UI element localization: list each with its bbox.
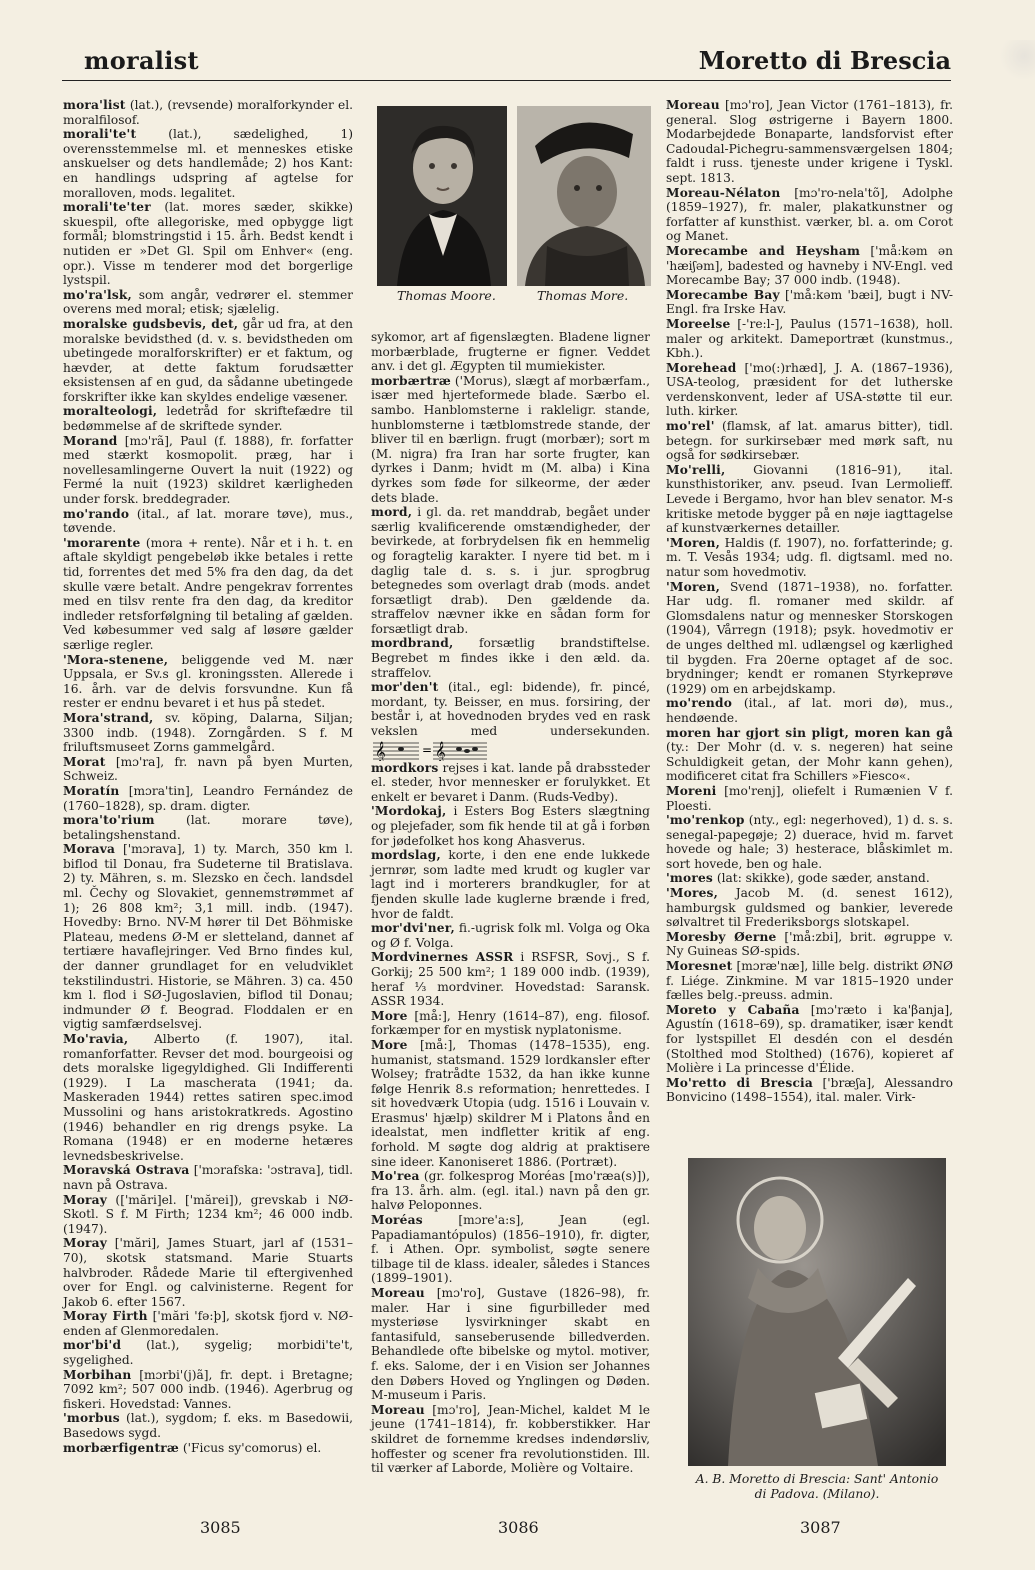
entry-headword: morbærtræ bbox=[371, 373, 452, 388]
entry-headword: 'mores bbox=[666, 871, 713, 886]
dictionary-entry bbox=[666, 813, 953, 871]
entry-definition: (lat. morare tøve), betalingshenstand. bbox=[63, 813, 353, 842]
entry-definition: i gl. da. ret manddrab, begået under særlig kvalificerende omstændigheder, der bevirkede, at forbrydelsen fik en hemmelig og foragtelig karakter. I nyere tid bet. m i daglig tale d. s. s. i jur. sprogbrug betegnedes som overlagt drab (mods. andet forsætligt drab). Den gældende da. straffelov nævner ikke en sådan form for forsætligt drab. bbox=[371, 505, 650, 636]
entry-headword: 'Moren, bbox=[666, 579, 721, 594]
dictionary-entry bbox=[63, 317, 353, 405]
entry-definition: Alberto (f. 1907), ital. romanforfatter. Revser det mod. bourgeoisi og dets moralske ligegyldighed. Gli Indifferenti (1929). I La mascherata (1941; da. Maskeraden 1944) rettes satiren spec.imod Mussolini og hans aristokratkreds. Agostino (1946) behandler en rig drengs psyke. La Romana (1948) er en moderne hetæres levnedsbeskrivelse. bbox=[63, 1032, 353, 1163]
dictionary-entry bbox=[666, 361, 953, 419]
entry-definition: sv. köping, Dalarna, Siljan; 3300 indb. (1948). Zorngården. S f. M friluftsmuseet Zorns gammelgård. bbox=[63, 710, 353, 755]
entry-headword: mora'to'rium bbox=[63, 813, 155, 828]
entry-headword: mord, bbox=[371, 505, 413, 520]
entry-definition: [mɔ'ro], Gustave (1826–98), fr. maler. Har i sine figurbilleder med mysteriøse lysvirkninger skabt en fantasifuld, sanseberusende billedverden. Behandlede ofte bibelske og mytol. motiver, f. eks. Salome, der i en Vision ser Johannes den Døbers Hoved og Ynglingen og Døden. M-museum i Paris. bbox=[371, 1286, 650, 1403]
dictionary-entry bbox=[666, 98, 953, 186]
entry-definition: (lat.), sædelighed, 1) overensstemmelse ml. et menneskes etiske anskuelser og dets handlemåde; 2) hos Kant: en handlings udspring af agtelse for moralloven, mods. legalitet. bbox=[63, 127, 353, 200]
column-1 bbox=[63, 98, 353, 1455]
entry-headword: More bbox=[371, 1037, 408, 1052]
entry-headword: Moreau bbox=[371, 1402, 425, 1417]
entry-definition: ['bræʃa], Alessandro Bonvicino (1498–1554), ital. maler. Virk- bbox=[666, 1075, 953, 1105]
entry-headword: mor'bi'd bbox=[63, 1338, 122, 1353]
portraits-block bbox=[377, 106, 651, 306]
entry-definition: [-'re:l-], Paulus (1571–1638), holl. maler og arkitekt. Dameportræt (kunstmus., Kbh.). bbox=[666, 316, 953, 361]
dictionary-entry bbox=[63, 653, 353, 711]
entry-headword: mora'list bbox=[63, 98, 126, 112]
entry-definition: (ital., af lat. mori dø), mus., hendøende. bbox=[666, 696, 953, 725]
entry-headword: Moréas bbox=[371, 1213, 423, 1228]
dictionary-entry bbox=[63, 507, 353, 536]
entry-definition: [mɔræ'næ], lille belg. distrikt ØNØ f. Liége. Zinkmine. M var 1815–1920 under fælles belg.-preuss. admin. bbox=[666, 959, 953, 1003]
dictionary-entry bbox=[666, 784, 953, 813]
entry-headword: Moresnet bbox=[666, 959, 733, 974]
entry-definition: (lat.), sygdom; f. eks. m Basedowii, Basedows sygd. bbox=[63, 1411, 353, 1441]
entry-definition: beliggende ved M. nær Uppsala, er Sv.s gl. kroningssten. Allerede i 16. årh. var de delvis forsvundne. Kun få rester er endnu bevaret i et hus på stedet. bbox=[63, 652, 353, 711]
entry-definition: [mɔ'ro], Jean-Michel, kaldet M le jeune (1741–1814), fr. kobberstikker. Har skildret de fornemme kredses indendørsliv, hoffester og scener fra revolutionstiden. Ill. til værker af Laborde, Molière og Voltaire. bbox=[371, 1402, 650, 1476]
dictionary-entry bbox=[63, 127, 353, 200]
entry-definition: som angår, vedrører el. stemmer overens med moral; etisk; sjælelig. bbox=[63, 287, 353, 317]
dictionary-entry bbox=[63, 434, 353, 507]
entry-definition: (nty., egl: negerhoved), 1) d. s. s. senegal-papegøje; 2) duerace, hvid m. farvet hovede og hale; 3) hesterace, blåskimlet m. sort hovede, ben og hale. bbox=[666, 813, 953, 871]
entry-headword: 'Mordokaj, bbox=[371, 804, 447, 819]
entry-headword: mor'den't bbox=[371, 680, 439, 695]
entry-headword: mordslag, bbox=[371, 848, 441, 863]
entry-headword: Moreau bbox=[666, 98, 720, 112]
dictionary-entry bbox=[371, 1169, 650, 1213]
entry-definition: ['mări 'fə:þ], skotsk fjord v. NØ-enden af Glenmoredalen. bbox=[63, 1309, 353, 1338]
dictionary-entry bbox=[666, 419, 953, 463]
svg-text:𝄞: 𝄞 bbox=[375, 741, 386, 761]
dictionary-entry bbox=[666, 886, 953, 930]
entry-headword: Mo'rea bbox=[371, 1169, 420, 1184]
moretto-painting-caption: A. B. Moretto di Brescia: Sant' Antonio di Padova. (Milano). bbox=[695, 1472, 939, 1501]
column-2 bbox=[371, 330, 650, 1476]
entry-definition: (gr. folkesprog Moréas [mo'ræa(s)]), fra 13. årh. alm. (egl. ital.) navn på den gr. halvø Peloponnes. bbox=[371, 1169, 650, 1213]
entry-definition: [mɔrbi'(j)ã], fr. dept. i Bretagne; 7092 km²; 507 000 indb. (1946). Agerbrug og fiskeri. Hovedstad: Vannes. bbox=[63, 1367, 353, 1411]
dictionary-entry bbox=[666, 244, 953, 288]
dictionary-entry bbox=[666, 580, 953, 697]
dictionary-entry bbox=[666, 696, 953, 725]
entry-headword: Morbihan bbox=[63, 1367, 132, 1382]
thomas-moore-caption: Thomas Moore. bbox=[397, 288, 496, 303]
entry-definition: rejses i kat. lande på drabssteder el. steder, hvor mennesker er forulykket. Et enkelt er bevaret i Danm. (Ruds-Vedby). bbox=[371, 760, 650, 804]
dictionary-entry bbox=[666, 1076, 953, 1105]
entry-definition: (lat. mores sæder, skikke) skuespil, ofte allegoriske, med opbygge ligt formål; blomstringstid i 15. årh. Bedst kendt i nutiden er »Det Gl. Spil om Enhver« (eng. opr.). Visse m tenderer mod det borgerlige lystspil. bbox=[63, 200, 353, 288]
entry-headword: Moreau-Nélaton bbox=[666, 185, 781, 200]
entry-definition: [mo'renj], oliefelt i Rumænien V f. Ploesti. bbox=[666, 783, 953, 813]
dictionary-entry bbox=[63, 1163, 353, 1192]
entry-headword: moren har gjort sin pligt, moren kan gå bbox=[666, 725, 953, 740]
entry-definition: Svend (1871–1938), no. forfatter. Har udg. fl. romaner med skildr. af Glomsdalens natur og mennesker Storskogen (1904), Vårregn (1918); psyk. hovedmotiv er de unges delthed ml. udlængsel og kærlighed til bygden. Fra 20erne optaget af de soc. brydninger; kendt er romanen Styrkeprøve (1929) om en arbejdskamp. bbox=[666, 579, 953, 696]
dictionary-entry bbox=[371, 636, 650, 680]
dictionary-entry bbox=[371, 1038, 650, 1169]
entry-definition: ['må:zbi], brit. øgruppe v. Ny Guineas SØ-spids. bbox=[666, 929, 953, 959]
thomas-more-portrait bbox=[517, 106, 651, 286]
dictionary-entry bbox=[63, 842, 353, 1032]
entry-definition: [mɔ'ro], Jean Victor (1761–1813), fr. general. Slog østrigerne i Bayern 1800. Modarbejdede Bonaparte, landsforvist efter Cadoudal-Pichegru-sammensværgelsen 1804; faldt i russ. tjeneste under krigene i Tyskl. sept. 1813. bbox=[666, 98, 953, 185]
entry-headword: Moreto y Cabaña bbox=[666, 1002, 800, 1017]
dictionary-entry bbox=[371, 804, 650, 848]
entry-definition: [mɔ'ra], fr. navn på byen Murten, Schweiz. bbox=[63, 754, 353, 784]
entry-definition: ('Ficus sy'comorus) el. bbox=[179, 1440, 322, 1455]
mordent-music-notation-icon bbox=[371, 739, 489, 761]
entry-headword: 'Mores, bbox=[666, 886, 719, 901]
dictionary-entry bbox=[666, 871, 953, 886]
dictionary-entry bbox=[63, 1193, 353, 1237]
entry-headword: Morecambe Bay bbox=[666, 287, 780, 302]
dictionary-entry bbox=[371, 1213, 650, 1286]
dictionary-entry bbox=[63, 1309, 353, 1338]
dictionary-entry bbox=[666, 930, 953, 959]
entry-headword: Morehead bbox=[666, 360, 737, 375]
entry-headword: 'Mora-stenene, bbox=[63, 652, 169, 667]
entry-headword: 'mo'renkop bbox=[666, 813, 745, 828]
dictionary-entry bbox=[63, 755, 353, 784]
entry-definition: (ty.: Der Mohr (d. v. s. negeren) hat seine Schuldigkeit getan, der Mohr kann gehen), modificeret citat fra Schillers »Fiesco«. bbox=[666, 740, 953, 784]
dictionary-entry bbox=[666, 186, 953, 244]
entry-headword: Mo'retto di Brescia bbox=[666, 1075, 813, 1090]
dictionary-entry bbox=[666, 463, 953, 536]
entry-definition: (mora + rente). Når et i h. t. en aftale skyldigt pengebeløb ikke betales i rette tid, forrentes det med 5% fra den dag, da det skulle være betalt. Andre pengekrav forrentes med en tilsv rente fra den dag, da kreditor indleder retsforfølgning til betaling af gælden. Ved købesummer ved salg af løsøre gælder særlige regler. bbox=[63, 535, 353, 652]
entry-definition: i Esters Bog Esters slægtning og plejefader, som fik hende til at gå i forbøn for jødefolket hos kong Ahasverus. bbox=[371, 804, 650, 848]
entry-headword: Mo'relli, bbox=[666, 462, 726, 477]
entry-definition: Jacob M. (d. senest 1612), hamburgsk guldsmed og bankier, leverede sølvaltret til Frederiksborgs slotskapel. bbox=[666, 886, 953, 930]
entry-headword: 'morarente bbox=[63, 535, 141, 550]
entry-definition: forsætlig brandstiftelse. Begrebet m findes ikke i den æld. da. straffelov. bbox=[371, 636, 650, 680]
entry-definition: ledetråd for skriftefædre til bedømmelse af de skriftede synder. bbox=[63, 404, 353, 434]
entry-definition: ['mo(:)rhæd], J. A. (1867–1936), USA-teolog, præsident for det lutherske verdenskonvent, leder af USA-støtte til eur. luth. kirker. bbox=[666, 360, 953, 419]
entry-definition: [mɔ'ræto i ka'βanja], Agustín (1618–69), sp. dramatiker, især kendt for lystspillet El desdén con el desdén (Stolthed mod Stolthed) (1676), kopieret af Molière i La princesse d'Élide. bbox=[666, 1002, 953, 1076]
dictionary-entry bbox=[666, 1003, 953, 1076]
svg-text:=: = bbox=[422, 742, 433, 757]
dictionary-entry bbox=[666, 317, 953, 361]
dictionary-entry bbox=[63, 98, 353, 127]
dictionary-entry bbox=[63, 536, 353, 653]
entry-definition: i RSFSR, Sovj., S f. Gorkij; 25 500 km²; 1 189 000 indb. (1939), heraf ⅓ mordviner. Hovedstad: Saransk. ASSR 1934. bbox=[371, 950, 650, 1009]
dictionary-entry bbox=[371, 761, 650, 805]
entry-headword: mo'rendo bbox=[666, 696, 733, 711]
dictionary-entry bbox=[371, 848, 650, 921]
entry-definition: (flamsk, af lat. amarus bitter), tidl. betegn. for surkirsebær med mørk saft, nu også for sødkirsebær. bbox=[666, 419, 953, 463]
dictionary-entry bbox=[63, 1368, 353, 1412]
page-corner-shadow bbox=[999, 40, 1035, 80]
column-3 bbox=[666, 98, 953, 1105]
entry-definition: [mɔre'a:s], Jean (egl. Papadiamantópulos) (1856–1910), fr. digter, f. i Athen. Opr. symbolist, søgte senere tilbage til de klass. idealer, således i Stances (1899–1901). bbox=[371, 1213, 650, 1286]
dictionary-entry bbox=[63, 784, 353, 813]
entry-headword: moralske gudsbevis, det, bbox=[63, 316, 239, 331]
dictionary-entry bbox=[371, 505, 650, 636]
entry-headword: Moreelse bbox=[666, 316, 731, 331]
entry-headword: 'Moren, bbox=[666, 535, 721, 550]
entry-definition: [må:], Thomas (1478–1535), eng. humanist, statsmand. 1529 lordkansler efter Wolsey; fratrådte 1532, da han ikke kunne følge Henrik 8.s reformation; henrettedes. I sit hovedværk Utopia (udg. 1516 i Louvain v. Erasmus' hjælp) skildrer M i Platons ånd en idealstat, men indfletter kritik af eng. forhold. M søgte dog aldrig at praktisere sine ideer. Kanoniseret 1886. (Portræt). bbox=[371, 1037, 650, 1169]
header-right-guideword: Moretto di Brescia bbox=[698, 46, 951, 75]
entry-definition: ['mɔrafska: 'ɔstrava], tidl. navn på Ostrava. bbox=[63, 1163, 353, 1192]
entry-headword: morbærfigentræ bbox=[63, 1440, 180, 1455]
entry-definition: ['mări], James Stuart, jarl af (1531–70), skotsk statsmand. Marie Stuarts halvbroder. Rådede Marie til eftergivenhed over for Engl. og calvinisterne. Regent for Jakob 6. efter 1567. bbox=[63, 1236, 353, 1309]
entry-headword: mor'dvi'ner, bbox=[371, 921, 455, 936]
dictionary-entry bbox=[666, 726, 953, 784]
entry-definition: korte, i den ene ende lukkede jernrør, som ladte med krudt og kugler var lagt ind i morterers brandkugler, for at fjenden skulle lade kuglerne brænde i fred, hvor de faldt. bbox=[371, 848, 650, 921]
entry-definition: fi.-ugrisk folk ml. Volga og Oka og Ø f. Volga. bbox=[371, 921, 650, 950]
dictionary-entry bbox=[666, 959, 953, 1003]
entry-definition: [mɔra'tin], Leandro Fernández de (1760–1828), sp. dram. digter. bbox=[63, 783, 353, 813]
dictionary-entry bbox=[371, 921, 650, 950]
entry-headword: Mordvinernes ASSR bbox=[371, 950, 514, 965]
dictionary-entry bbox=[63, 200, 353, 288]
entry-headword: Morand bbox=[63, 433, 118, 448]
entry-headword: Moray bbox=[63, 1192, 108, 1207]
svg-text:𝄞: 𝄞 bbox=[435, 741, 446, 761]
entry-headword: moralteologi, bbox=[63, 404, 158, 419]
entry-headword: Morecambe and Heysham bbox=[666, 243, 861, 258]
entry-headword: mordbrand, bbox=[371, 636, 454, 651]
header-left-guideword: moralist bbox=[84, 46, 199, 75]
page-number-left: 3085 bbox=[200, 1518, 241, 1537]
dictionary-entry bbox=[371, 1286, 650, 1403]
entry-definition: [mɔ'ro-nela'tõ], Adolphe (1859–1927), fr. maler, plakatkunstner og forfatter af kunsthist. værker, bl. a. om Corot og Manet. bbox=[666, 185, 953, 244]
entry-headword: Mora'strand, bbox=[63, 710, 154, 725]
entry-definition: ('Morus), slægt af morbærfam., især med hjerteformede blade. Særbo el. sambo. Hanblomsterne i rakleligr. stande, hunblomsterne i tætblomstrede stande, der bliver til en bærlign. frugt (morbær); sort m (M. nigra) fra Iran har sorte frugter, kan dyrkes i Danm; hvidt m (M. alba) i Kina dyrkes som føde for silkeorme, der æder dets blade. bbox=[371, 373, 650, 505]
entry-definition: Giovanni (1816–91), ital. kunsthistoriker, anv. pseud. Ivan Lermolieff. Levede i Bergamo, hvor han blev senator. M-s kritiske metode bygger på en nøje iagttagelse af kunstværkernes detailler. bbox=[666, 462, 953, 536]
dictionary-entry bbox=[371, 1009, 650, 1038]
entry-definition: (lat.), (revsende) moralforkynder el. moralfilosof. bbox=[63, 98, 353, 127]
entry-headword: Morava bbox=[63, 842, 116, 857]
entry-headword: Moreau bbox=[371, 1286, 425, 1300]
entry-headword: mo'rando bbox=[63, 506, 130, 521]
entry-definition: [må:], Henry (1614–87), eng. filosof. forkæmper for en mystisk nyplatonisme. bbox=[371, 1008, 650, 1038]
dictionary-entry bbox=[63, 404, 353, 433]
entry-definition: (ital., af lat. morare tøve), mus., tøvende. bbox=[63, 506, 353, 536]
entry-headword: 'morbus bbox=[63, 1411, 120, 1426]
dictionary-entry bbox=[63, 1338, 353, 1367]
dictionary-entry bbox=[63, 813, 353, 842]
entry-definition: ['må:kəm ən 'hæiʃəm], badested og havneby i NV-Engl. ved Morecambe Bay; 37 000 indb. (1948). bbox=[666, 243, 953, 288]
entry-headword: morali'te'ter bbox=[63, 200, 151, 215]
entry-definition: (['mări]el. ['mărei]), grevskab i NØ-Skotl. S f. M Firth; 1234 km²; 46 000 indb. (1947). bbox=[63, 1192, 353, 1236]
entry-headword: Moreni bbox=[666, 783, 717, 798]
entry-definition: (lat: skikke), gode sæder, anstand. bbox=[713, 871, 930, 886]
entry-headword: Moratín bbox=[63, 783, 120, 798]
dictionary-entry bbox=[63, 1441, 353, 1456]
entry-definition: går ud fra, at den moralske bevidsthed (d. v. s. bevidstheden om ubetingede moralforskrifter) er et faktum, og hævder, at dette faktum forudsætter eksistensen af en gud, da sådanne ubetingede forskrifter ikke kan skyldes endelige væsener. bbox=[63, 316, 354, 404]
page-number-right: 3087 bbox=[800, 1518, 841, 1537]
entry-headword: Moresby Øerne bbox=[666, 929, 777, 944]
entry-definition: sykomor, art af figenslægten. Bladene ligner morbærblade, frugterne er figner. Veddet anv. i det gl. Ægypten til mumiekister. bbox=[371, 330, 650, 374]
entry-headword: mo'ra'lsk, bbox=[63, 287, 132, 302]
entry-headword: Moray Firth bbox=[63, 1309, 148, 1324]
page-number-middle: 3086 bbox=[498, 1518, 539, 1537]
entry-headword: Morat bbox=[63, 754, 106, 769]
entry-headword: mo'rel' bbox=[666, 419, 715, 434]
entry-definition: ['mɔrava], 1) ty. March, 350 km l. biflod til Donau, fra Sudeterne til Bratislava. 2) ty. Mähren, s. m. Slezsko en čech. landsdel ml. Čechy og Slovakiet, gennemstrømmet af 1); 26 808 km²; 3,1 mill. indb. (1947). Hovedby: Brno. NV-M hører til Det Böhmiske Plateau, medens Ø-M er sletteland, dannet af tertiære havaflejringer. Ved Brno findes kul, der danner grundlaget for en veludviklet tekstilindustri. Historie, se Mähren. 3) ca. 450 km l. flod i SØ-Jugoslavien, biflod til Donau; indmunder Ø f. Beograd. Floddalen er en vigtig samfærdselsvej. bbox=[63, 842, 353, 1032]
dictionary-entry bbox=[666, 288, 953, 317]
moretto-sant-antonio-painting bbox=[688, 1158, 946, 1466]
entry-headword: mordkors bbox=[371, 760, 439, 775]
dictionary-entry bbox=[371, 680, 650, 760]
entry-headword: Mo'ravia, bbox=[63, 1032, 129, 1046]
dictionary-entry bbox=[371, 1403, 650, 1476]
entry-headword: morali'te't bbox=[63, 127, 137, 142]
thomas-moore-portrait bbox=[377, 106, 507, 286]
page-header bbox=[62, 40, 951, 76]
entry-headword: Moray bbox=[63, 1236, 108, 1251]
entry-headword: More bbox=[371, 1008, 408, 1023]
dictionary-entry bbox=[63, 711, 353, 755]
dictionary-entry bbox=[371, 330, 650, 374]
entry-definition: [mɔ'rã], Paul (f. 1888), fr. forfatter med stærkt kosmopolit. præg, har i novellesamlingerne Ouvert la nuit (1922) og Fermé la nuit (1923) skildret kærligheden under forsk. breddegrader. bbox=[63, 433, 353, 507]
dictionary-entry bbox=[63, 1032, 353, 1163]
dictionary-entry bbox=[63, 1411, 353, 1440]
dictionary-entry bbox=[666, 536, 953, 580]
dictionary-entry bbox=[371, 374, 650, 505]
entry-definition: (lat.), sygelig; morbidi'te't, sygelighed. bbox=[63, 1338, 353, 1368]
entry-definition: (ital., egl: bidende), fr. pincé, mordant, ty. Beisser, en mus. forsiring, der består i, at hovednoden brydes ved en rask vekslen med undersekunden. bbox=[371, 680, 650, 739]
dictionary-entry bbox=[63, 1236, 353, 1309]
thomas-more-caption: Thomas More. bbox=[537, 288, 629, 303]
entry-definition: Haldis (f. 1907), no. forfatterinde; g. m. T. Vesås 1934; udg. fl. digtsaml. med no. natur som hovedmotiv. bbox=[666, 535, 953, 579]
entry-definition: ['må:kəm 'bæi], bugt i NV-Engl. fra Irske Hav. bbox=[666, 287, 953, 317]
entry-headword: Moravská Ostrava bbox=[63, 1163, 190, 1178]
dictionary-entry bbox=[371, 950, 650, 1008]
header-rule bbox=[62, 80, 951, 81]
dictionary-entry bbox=[63, 288, 353, 317]
